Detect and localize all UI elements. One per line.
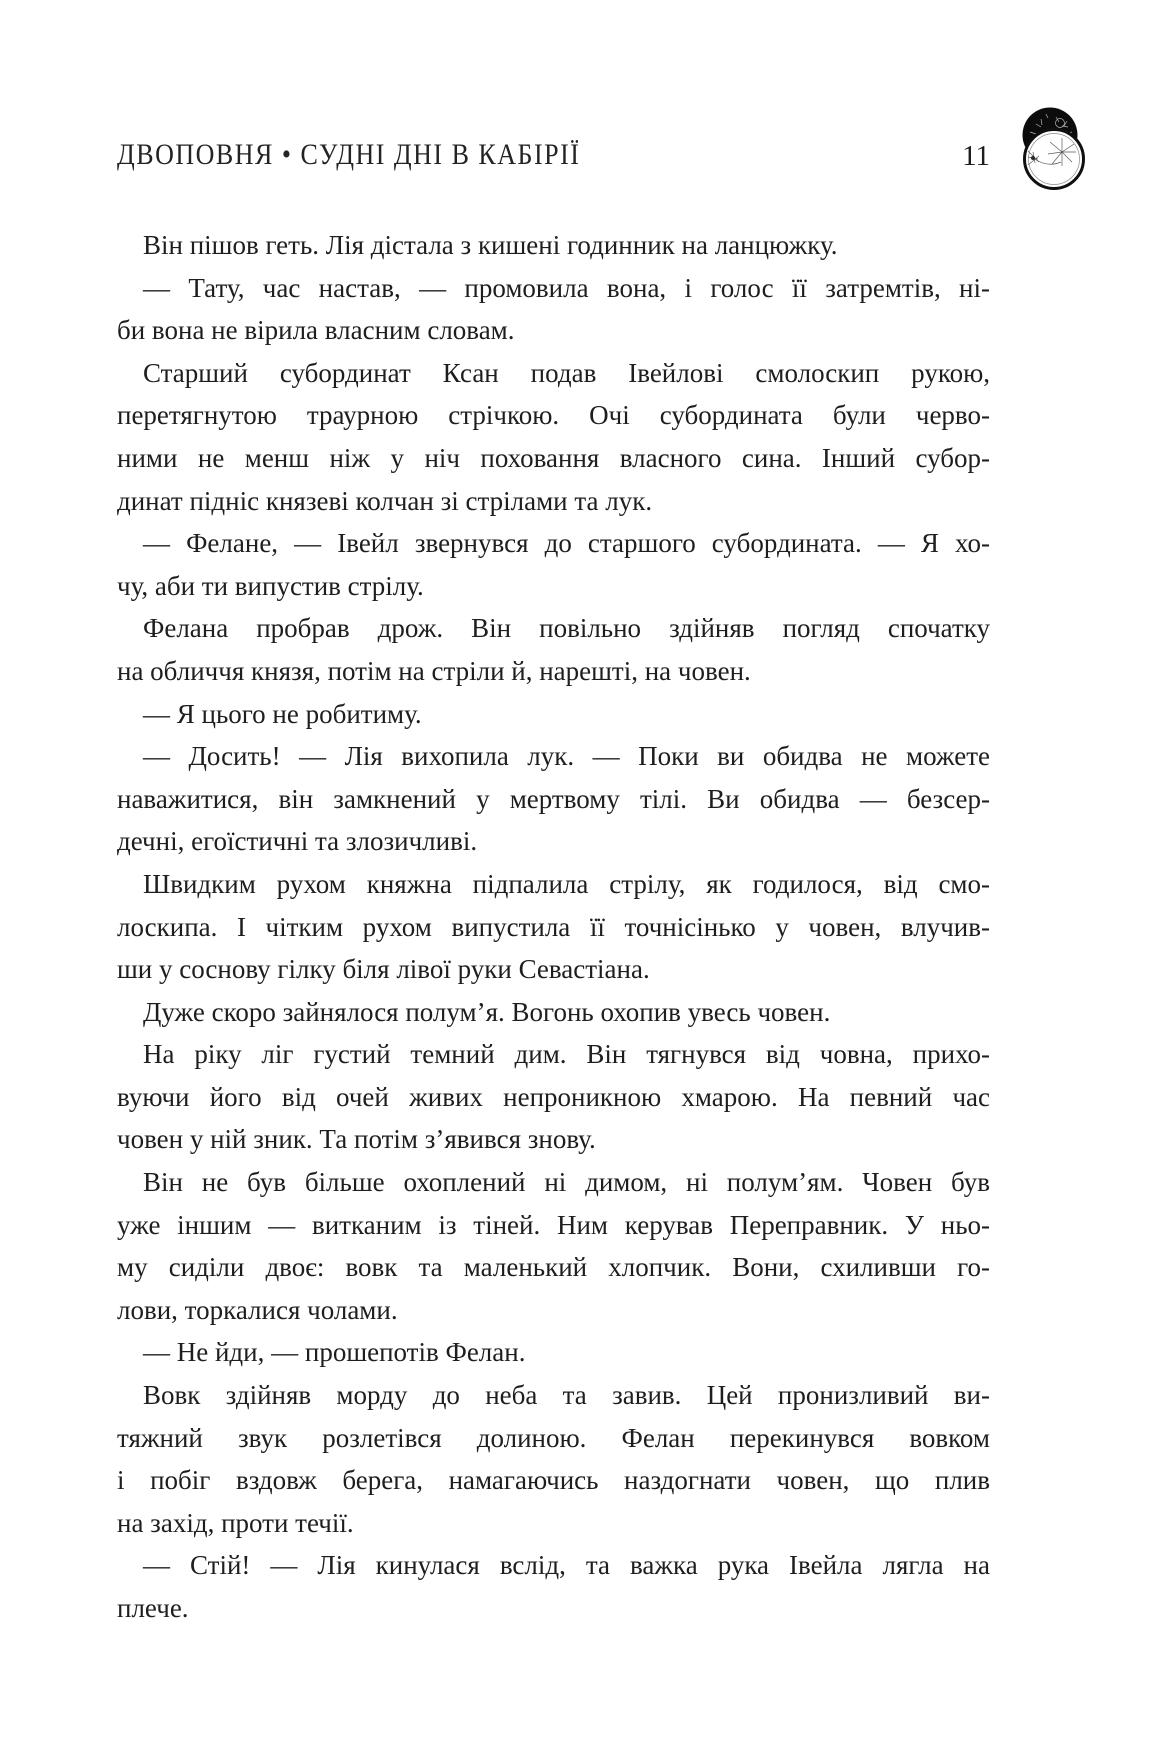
paragraph [117,735,990,863]
text-line: чу, аби ти випустив стрілу. [117,570,424,601]
paragraph [117,991,990,1034]
text-line: уже іншим — витканим із тіней. Ним керував Переправник. У ньо- [117,1209,990,1240]
text-line: — Не йди, — прошепотів Фелан. [143,1337,526,1368]
text-line: динат підніс князеві колчан зі стрілами та лук. [117,485,653,516]
page-number: 11 [962,140,990,172]
paragraph [117,224,990,267]
paragraph [117,267,990,352]
text-line: Вовк здійняв морду до неба та завив. Цей пронизливий ви- [143,1380,990,1411]
page-body [117,224,990,1630]
text-line: Він пішов геть. Лія дістала з кишені годинник на ланцюжку. [143,230,838,260]
text-line: лови, торкалися чолами. [117,1294,398,1325]
text-line: Він не був більше охоплений ні димом, ні полум’ям. Човен був [143,1167,990,1198]
text-line: На ріку ліг густий темний дим. Він тягнувся від човна, прихо- [143,1039,990,1070]
double-moon-icon [1016,102,1088,194]
text-line: і побіг вздовж берега, намагаючись наздогнати човен, що плив [117,1465,990,1496]
text-line: ними не менш ніж у ніч поховання власного сина. Інший субор- [117,442,990,473]
text-line: наважитися, він замкнений у мертвому тілі. Ви обидва — безсер- [117,783,990,814]
text-line: Швидким рухом княжна підпалила стрілу, як годилося, від смо- [143,868,990,899]
running-title: ДВОПОВНЯ • СУДНІ ДНІ В КАБІРІЇ [117,138,581,171]
text-line: човен у ній зник. Та потім з’явився знову. [117,1124,596,1155]
text-line: вуючи його від очей живих непроникною хмарою. На певний час [117,1081,990,1112]
text-line: на обличчя князя, потім на стріли й, нарешті, на човен. [117,655,751,686]
paragraph [117,607,990,692]
text-line: перетягнутою траурною стрічкою. Очі субордината були черво- [117,400,990,431]
text-line: му сиділи двоє: вовк та маленький хлопчик. Вони, схиливши го- [117,1252,990,1283]
paragraph [117,1544,990,1629]
paragraph [117,1033,990,1161]
text-line: плече. [117,1593,189,1623]
text-line: тяжний звук розлетівся долиною. Фелан перекинувся вовком [117,1422,990,1453]
text-line: — Фелане, — Івейл звернувся до старшого субордината. — Я хо- [143,528,990,559]
text-line: Старший субординат Ксан подав Івейлові смолоскип рукою, [143,357,990,388]
paragraph [117,1161,990,1331]
paragraph [117,863,990,991]
text-line: ши у соснову гілку біля лівої руки Севастіана. [117,954,650,985]
page-header [117,140,990,173]
paragraph [117,1374,990,1544]
text-line: Дуже скоро зайнялося полум’я. Вогонь охопив увесь човен. [143,996,831,1027]
text-line: — Досить! — Лія вихопила лук. — Поки ви обидва не можете [143,741,990,772]
paragraph [117,1331,990,1374]
paragraph [117,522,990,607]
text-line: — Я цього не робитиму. [143,698,422,729]
paragraph [117,693,990,736]
text-line: на захід, проти течії. [117,1507,354,1538]
text-line: Фелана пробрав дрож. Він повільно здійняв погляд спочатку [143,613,990,644]
text-line: — Стій! — Лія кинулася вслід, та важка рука Івейла лягла на [143,1550,990,1581]
text-line: — Тату, час настав, — промовила вона, і голос її затремтів, ні- [143,272,990,303]
text-line: би вона не вірила власним словам. [117,315,515,346]
text-line: лоскипа. І чітким рухом випустила її точнісінько у човен, влучив- [117,911,990,942]
text-line: дечні, егоїстичні та злозичливі. [117,826,478,857]
paragraph [117,352,990,522]
